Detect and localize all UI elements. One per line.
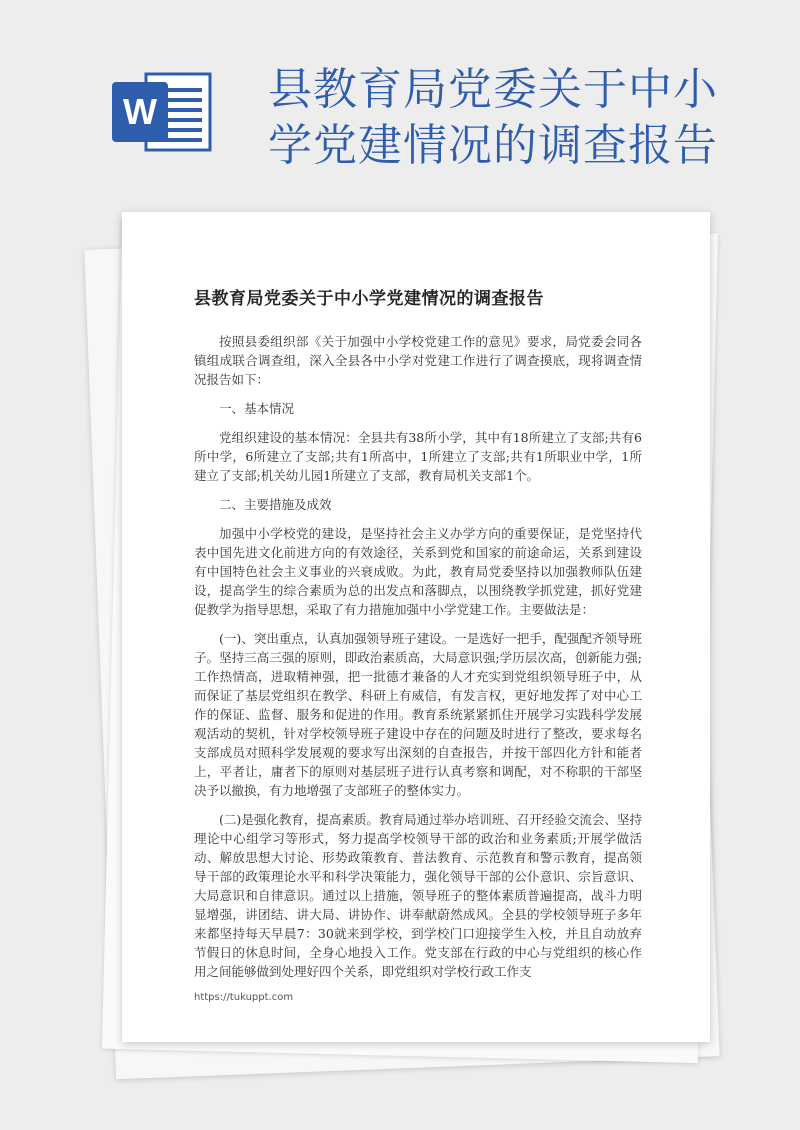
paragraph-point-2: (二)是强化教育，提高素质。教育局通过举办培训班、召开经验交流会、坚持理论中心组学习等形式，努力提高学校领导干部的政治和业务素质;开展学做活动、解放思想大讨论、形势政策教育、普法教育、示范教育和警示教育，提高领导干部的政策理论水平和科学决策能力，强化领导干部的公仆意识、宗旨意识、大局意识和自律意识。通过以上措施，领导班子的整体素质普遍提高，战斗力明显增强，讲团结、讲大局、讲协作、讲奉献蔚然成风。全县的学校领导班子多年来都坚持每天早晨7：30就来到学校，到学校门口迎接学生入校，并且自动放弃节假日的休息时间，全身心地投入工作。党支部在行政的中心与党组织的核心作用之间能够做到处理好四个关系，即党组织对学校行政工作支 (194, 812, 642, 979)
header-banner (0, 0, 800, 210)
document-title: 县教育局党委关于中小学党建情况的调查报告 (194, 289, 544, 309)
document-body (194, 332, 642, 991)
word-document-icon (112, 68, 214, 156)
word-icon-letter: W (123, 91, 157, 132)
section-heading-measures: 二、主要措施及成效 (219, 497, 332, 512)
banner-title-line1: 县教育局党委关于中小 (268, 64, 718, 115)
paragraph-point-1: (一)、突出重点，认真加强领导班子建设。一是选好一把手，配强配齐领导班子。坚持三高三强的原则，即政治素质高，大局意识强;学历层次高，创新能力强;工作热情高，进取精神强，把一批德才兼备的人才充实到党组织领导班子中，从而保证了基层党组织在教学、科研上有威信，有发言权，更好地发挥了对中心工作的保证、监督、服务和促进的作用。教育系统紧紧抓住开展学习实践科学发展观活动的契机，针对学校领导班子建设中存在的问题及时进行了整改，要求每名支部成员对照科学发展观的要求写出深刻的自查报告，并按干部四化方针和能者上，平者让，庸者下的原则对基层班子进行认真考察和调配，对不称职的干部坚决予以撤换，有力地增强了支部班子的整体实力。 (194, 631, 642, 798)
banner-title-line2: 学党建情况的调查报告 (268, 120, 718, 171)
footer-link[interactable]: https://tukuppt.com (194, 992, 294, 1003)
banner-title (268, 62, 768, 174)
paragraph-intro: 按照县委组织部《关于加强中小学校党建工作的意见》要求，局党委会同各镇组成联合调查组，深入全县各中小学对党建工作进行了调查摸底，现将调查情况报告如下： (194, 334, 642, 387)
paragraph-measures: 加强中小学校党的建设，是坚持社会主义办学方向的重要保证，是党坚持代表中国先进文化前进方向的有效途径，关系到党和国家的前途命运，关系到建设有中国特色社会主义事业的兴衰成败。为此，教育局党委坚持以加强教师队伍建设，提高学生的综合素质为总的出发点和落脚点，以围绕教学抓党建，抓好党建促教学为指导思想，采取了有力措施加强中小学党建工作。主要做法是： (194, 526, 642, 617)
paragraph-basic: 党组织建设的基本情况：全县共有38所小学，其中有18所建立了支部;共有6所中学，6所建立了支部;共有1所高中，1所建立了支部;共有1所职业中学，1所建立了支部;机关幼儿园1所建立了支部，教育局机关支部1个。 (194, 430, 642, 483)
section-heading-basic: 一、基本情况 (219, 401, 295, 416)
document-page (122, 212, 710, 1042)
